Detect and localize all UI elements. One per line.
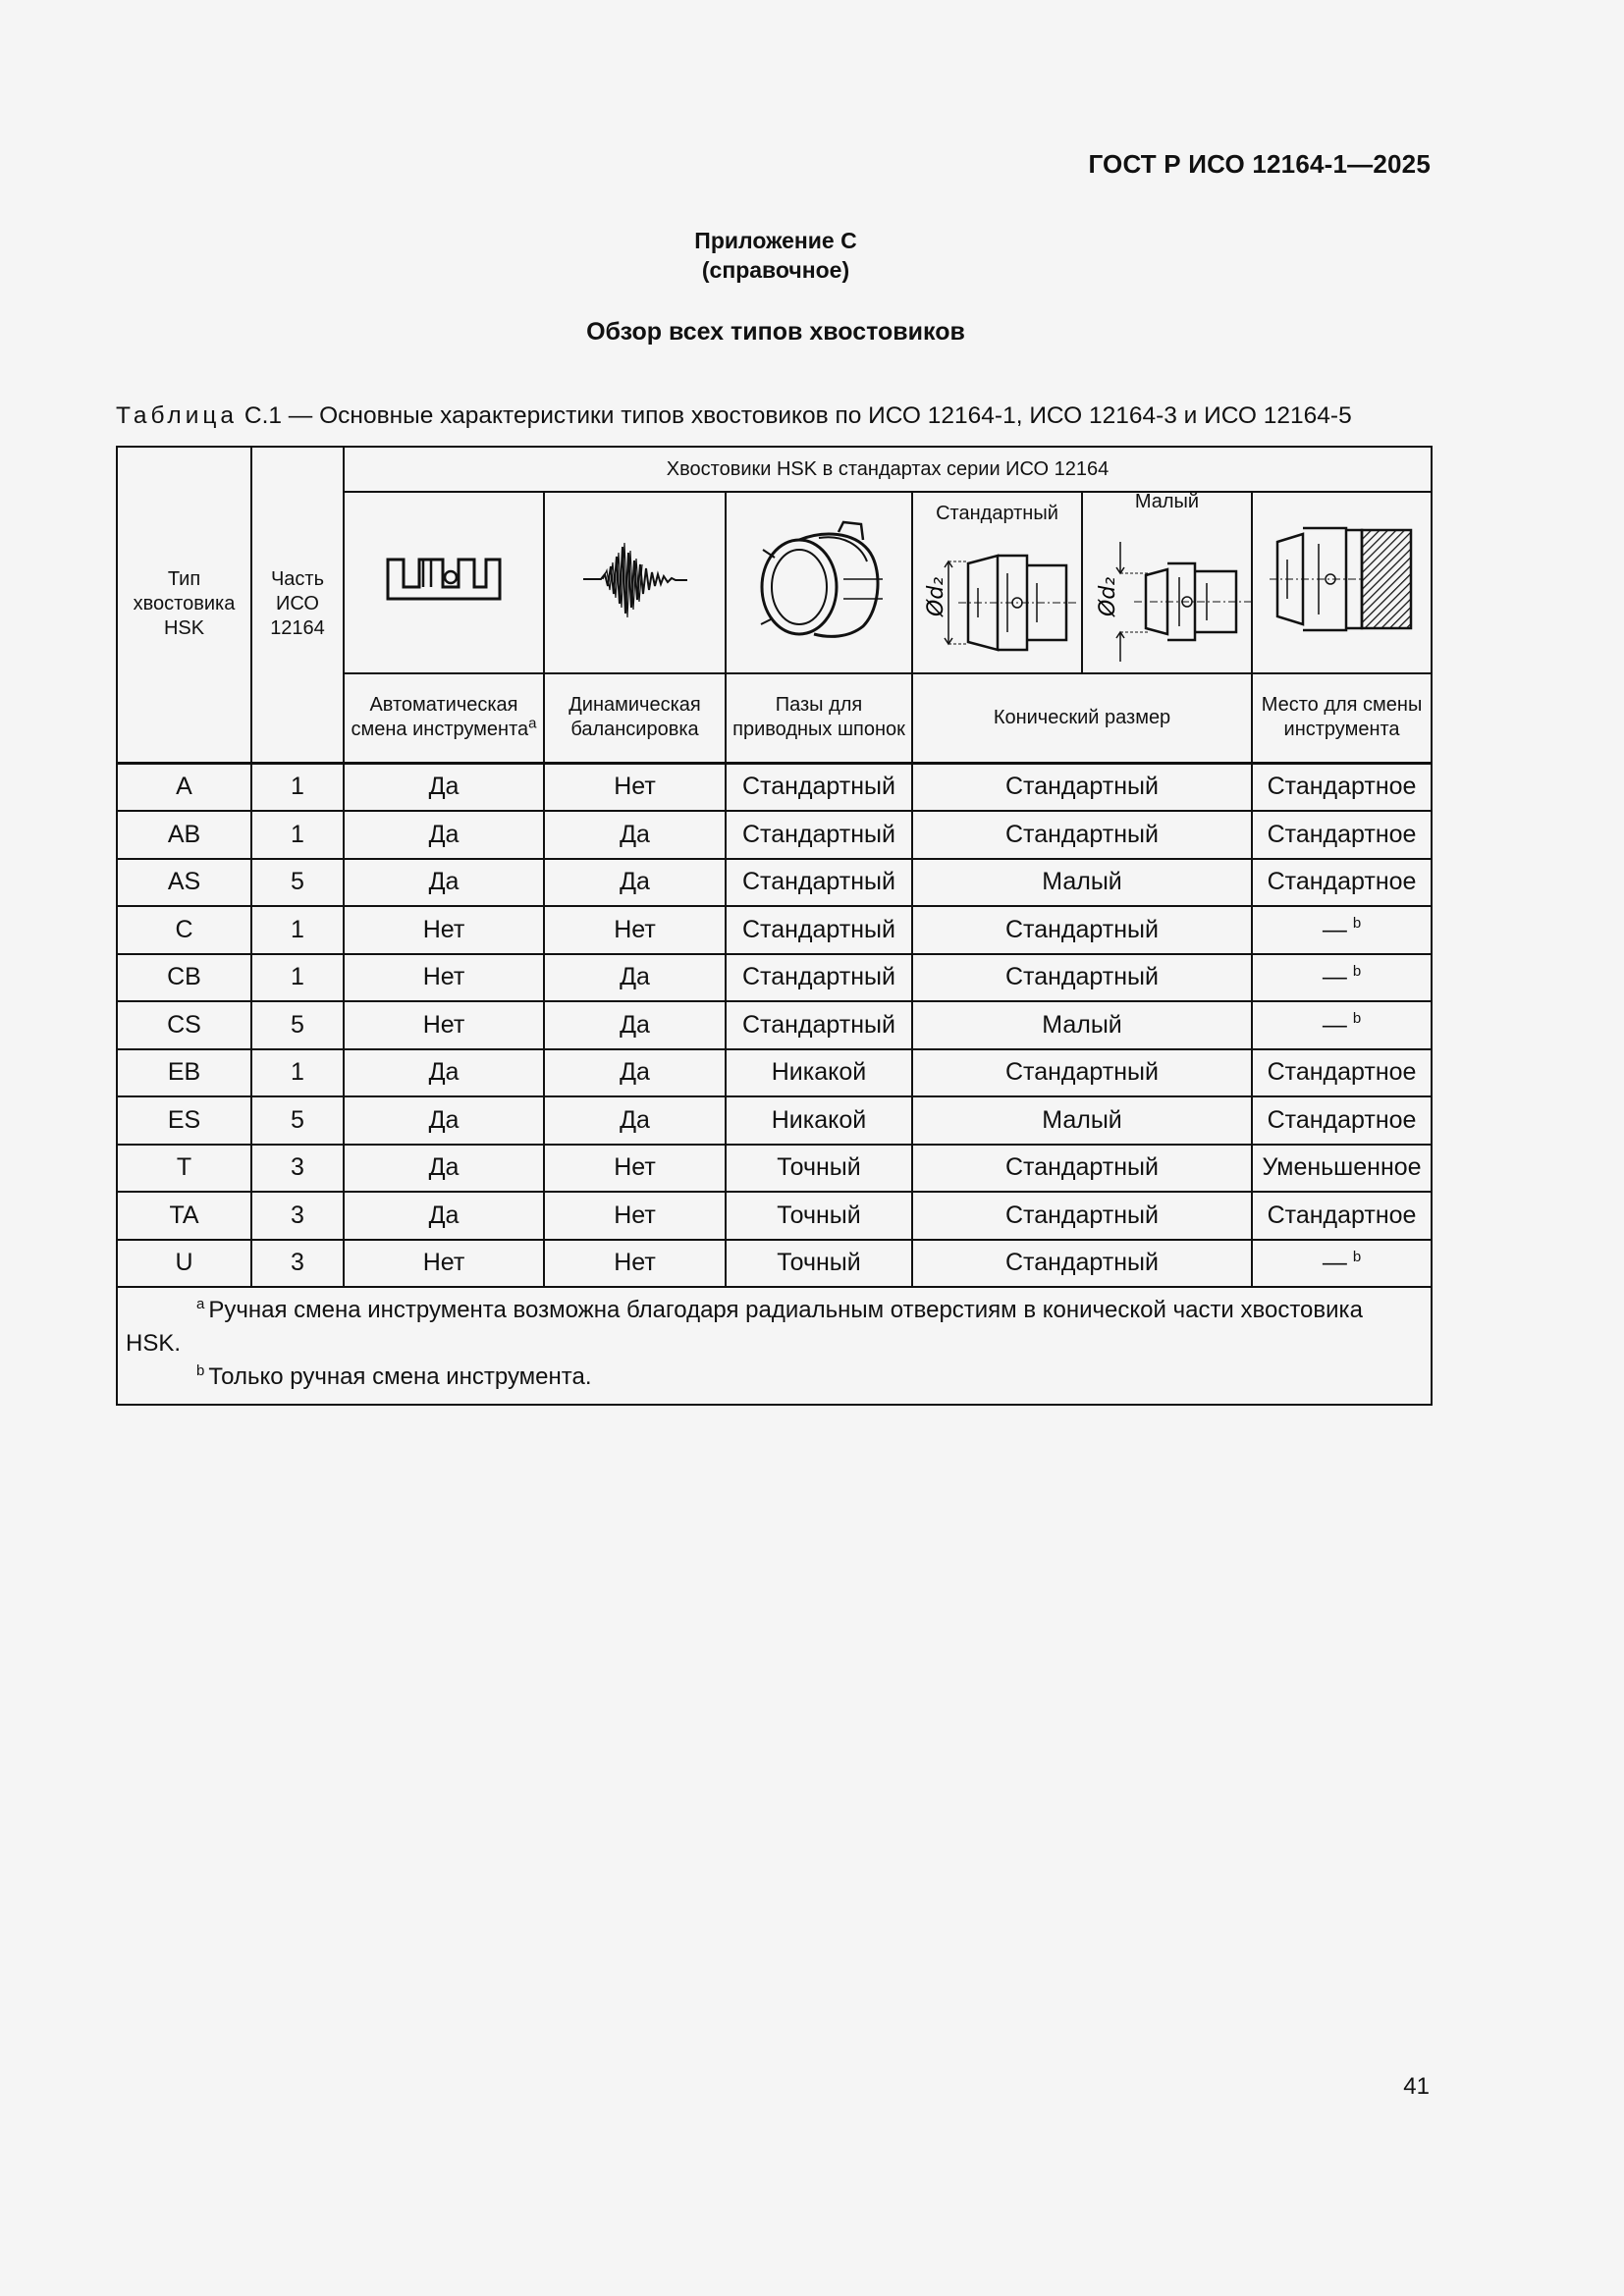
cell-change-location bbox=[1252, 859, 1432, 907]
cell-taper-size: Малый bbox=[912, 1096, 1252, 1145]
figure-taper-small bbox=[1083, 493, 1251, 672]
cell-change-location bbox=[1252, 1192, 1432, 1240]
footnote-mark: b bbox=[196, 1362, 205, 1379]
cell-iso-part: 1 bbox=[251, 906, 344, 954]
cell-taper-size: Стандартный bbox=[912, 1240, 1252, 1288]
cell-change-location bbox=[1252, 954, 1432, 1002]
cell-taper-size: Малый bbox=[912, 859, 1252, 907]
cell-dynamic-balance: Да bbox=[544, 954, 726, 1002]
cell-dynamic-balance: Нет bbox=[544, 906, 726, 954]
change-location-shank-icon bbox=[1264, 520, 1421, 638]
table-row bbox=[117, 811, 1432, 859]
dim-label-small: Ød₂ bbox=[1096, 576, 1120, 616]
cell-shank-type: U bbox=[117, 1240, 251, 1288]
cell-shank-type: ES bbox=[117, 1096, 251, 1145]
table-row bbox=[117, 763, 1432, 811]
cell-change-location-text: Стандартное bbox=[1267, 1058, 1417, 1087]
cell-shank-type: A bbox=[117, 763, 251, 811]
cell-auto-change: Нет bbox=[344, 1001, 544, 1049]
vibration-signal-icon bbox=[581, 535, 689, 623]
cell-change-location-text: — bbox=[1322, 1010, 1347, 1039]
figure-balancing bbox=[544, 492, 726, 673]
footnote-text: Ручная смена инструмента возможна благодаря радиальным отверстиям в конической части хвостовика HSK. bbox=[126, 1297, 1363, 1357]
cell-auto-change: Да bbox=[344, 1192, 544, 1240]
drive-slot-shank-icon bbox=[745, 510, 893, 648]
table-row bbox=[117, 1096, 1432, 1145]
cell-iso-part: 5 bbox=[251, 1001, 344, 1049]
cell-change-location bbox=[1252, 1096, 1432, 1145]
table-row bbox=[117, 1001, 1432, 1049]
table-row bbox=[117, 1240, 1432, 1288]
label-small: Малый bbox=[1134, 492, 1200, 512]
footnote-text: Только ручная смена инструмента. bbox=[208, 1363, 592, 1390]
cell-shank-type: CS bbox=[117, 1001, 251, 1049]
cell-change-location-text: — bbox=[1322, 915, 1347, 943]
figure-drive-slots bbox=[726, 492, 912, 673]
cell-taper-size: Стандартный bbox=[912, 1049, 1252, 1097]
cell-iso-part: 1 bbox=[251, 811, 344, 859]
table-row bbox=[117, 906, 1432, 954]
cell-change-location bbox=[1252, 763, 1432, 811]
cell-shank-type: EB bbox=[117, 1049, 251, 1097]
cell-change-location bbox=[1252, 906, 1432, 954]
cell-iso-part: 1 bbox=[251, 763, 344, 811]
annex-title: Приложение С bbox=[694, 228, 857, 253]
cell-change-location bbox=[1252, 1049, 1432, 1097]
figure-auto-change bbox=[344, 492, 544, 673]
table-caption bbox=[116, 402, 1352, 430]
header-dynamic-balance: Динамическая балансировка bbox=[544, 673, 726, 763]
standard-id: ГОСТ Р ИСО 12164-1—2025 bbox=[1088, 149, 1431, 179]
figure-taper-standard bbox=[913, 493, 1083, 672]
cell-change-location-text: — bbox=[1322, 1249, 1347, 1277]
cell-taper-size: Стандартный bbox=[912, 1192, 1252, 1240]
cell-auto-change: Да bbox=[344, 859, 544, 907]
footnote-ref-b: b bbox=[1352, 1010, 1362, 1028]
cell-shank-type: AS bbox=[117, 859, 251, 907]
header-iso-part: Часть ИСО 12164 bbox=[251, 447, 344, 763]
cell-dynamic-balance: Нет bbox=[544, 763, 726, 811]
cell-change-location bbox=[1252, 1145, 1432, 1193]
cell-drive-slots: Никакой bbox=[726, 1049, 912, 1097]
footnote-mark: a bbox=[196, 1296, 205, 1312]
cell-dynamic-balance: Да bbox=[544, 1096, 726, 1145]
cell-iso-part: 1 bbox=[251, 954, 344, 1002]
cell-auto-change: Да bbox=[344, 811, 544, 859]
cell-change-location-text: Стандартное bbox=[1267, 820, 1417, 848]
cell-change-location-text: Стандартное bbox=[1267, 1201, 1417, 1229]
table-row bbox=[117, 1049, 1432, 1097]
cell-drive-slots: Стандартный bbox=[726, 906, 912, 954]
footnote-ref-b: b bbox=[1352, 1248, 1362, 1265]
cell-change-location bbox=[1252, 1240, 1432, 1288]
cell-drive-slots: Точный bbox=[726, 1240, 912, 1288]
cell-change-location bbox=[1252, 811, 1432, 859]
cell-shank-type: TA bbox=[117, 1192, 251, 1240]
table-row bbox=[117, 859, 1432, 907]
cell-dynamic-balance: Да bbox=[544, 1001, 726, 1049]
table-row bbox=[117, 1192, 1432, 1240]
cell-drive-slots: Стандартный bbox=[726, 859, 912, 907]
cell-change-location-text: Стандартное bbox=[1267, 773, 1417, 801]
cell-shank-type: T bbox=[117, 1145, 251, 1193]
cell-iso-part: 3 bbox=[251, 1192, 344, 1240]
taper-standard-icon bbox=[919, 544, 1096, 662]
header-auto-change bbox=[344, 673, 544, 763]
cell-auto-change: Да bbox=[344, 1145, 544, 1193]
cell-auto-change: Нет bbox=[344, 954, 544, 1002]
cell-drive-slots: Никакой bbox=[726, 1096, 912, 1145]
cell-auto-change: Нет bbox=[344, 1240, 544, 1288]
cell-change-location-text: Стандартное bbox=[1267, 868, 1417, 896]
header-shank-type: Тип хвостовика HSK bbox=[117, 447, 251, 763]
cell-dynamic-balance: Да bbox=[544, 859, 726, 907]
figure-change-location bbox=[1252, 492, 1432, 673]
cell-change-location-text: Стандартное bbox=[1267, 1105, 1417, 1134]
cell-change-location bbox=[1252, 1001, 1432, 1049]
cell-taper-size: Стандартный bbox=[912, 1145, 1252, 1193]
cell-drive-slots: Точный bbox=[726, 1145, 912, 1193]
cell-iso-part: 5 bbox=[251, 1096, 344, 1145]
cell-dynamic-balance: Нет bbox=[544, 1145, 726, 1193]
footnote-a bbox=[126, 1294, 1423, 1361]
footnotes-row bbox=[117, 1287, 1432, 1405]
cell-auto-change: Да bbox=[344, 1096, 544, 1145]
table-caption-text: С.1 — Основные характеристики типов хвостовиков по ИСО 12164-1, ИСО 12164-3 и ИСО 12164-5 bbox=[244, 402, 1352, 429]
footnote-ref-b: b bbox=[1352, 962, 1362, 980]
cell-iso-part: 5 bbox=[251, 859, 344, 907]
shank-types-table bbox=[116, 446, 1433, 1406]
header-auto-change-text: Автоматическая смена инструмента bbox=[351, 694, 529, 741]
footnote-ref-a: a bbox=[528, 715, 537, 732]
cell-drive-slots: Стандартный bbox=[726, 954, 912, 1002]
cell-drive-slots: Точный bbox=[726, 1192, 912, 1240]
cell-shank-type: CB bbox=[117, 954, 251, 1002]
footnote-ref-b: b bbox=[1352, 915, 1362, 933]
cell-change-location-text: Уменьшенное bbox=[1262, 1153, 1422, 1182]
section-title: Обзор всех типов хвостовиков bbox=[586, 318, 965, 346]
figure-taper-size bbox=[912, 492, 1252, 673]
cell-dynamic-balance: Нет bbox=[544, 1240, 726, 1288]
cell-dynamic-balance: Нет bbox=[544, 1192, 726, 1240]
auto-change-slot-icon bbox=[380, 552, 508, 607]
table-row bbox=[117, 954, 1432, 1002]
cell-shank-type: AB bbox=[117, 811, 251, 859]
cell-dynamic-balance: Да bbox=[544, 1049, 726, 1097]
cell-drive-slots: Стандартный bbox=[726, 763, 912, 811]
cell-shank-type: C bbox=[117, 906, 251, 954]
cell-taper-size: Стандартный bbox=[912, 811, 1252, 859]
footnote-b bbox=[126, 1361, 1423, 1394]
table-caption-prefix: Таблица bbox=[116, 402, 239, 429]
header-taper-size: Конический размер bbox=[912, 673, 1252, 763]
page-number: 41 bbox=[1403, 2073, 1430, 2100]
annex-type: (справочное) bbox=[701, 257, 850, 283]
header-change-location: Место для смены инструмента bbox=[1252, 673, 1432, 763]
table-row bbox=[117, 1145, 1432, 1193]
cell-taper-size: Малый bbox=[912, 1001, 1252, 1049]
cell-taper-size: Стандартный bbox=[912, 763, 1252, 811]
cell-auto-change: Да bbox=[344, 763, 544, 811]
cell-drive-slots: Стандартный bbox=[726, 811, 912, 859]
cell-auto-change: Нет bbox=[344, 906, 544, 954]
cell-iso-part: 1 bbox=[251, 1049, 344, 1097]
header-drive-slots: Пазы для приводных шпонок bbox=[726, 673, 912, 763]
cell-change-location-text: — bbox=[1322, 963, 1347, 991]
annex-heading bbox=[0, 226, 1551, 285]
cell-dynamic-balance: Да bbox=[544, 811, 726, 859]
cell-iso-part: 3 bbox=[251, 1145, 344, 1193]
label-standard: Стандартный bbox=[936, 503, 1058, 524]
cell-taper-size: Стандартный bbox=[912, 954, 1252, 1002]
taper-small-icon bbox=[1089, 538, 1252, 666]
cell-taper-size: Стандартный bbox=[912, 906, 1252, 954]
cell-drive-slots: Стандартный bbox=[726, 1001, 912, 1049]
cell-iso-part: 3 bbox=[251, 1240, 344, 1288]
dim-label-standard: Ød₂ bbox=[924, 576, 948, 616]
cell-auto-change: Да bbox=[344, 1049, 544, 1097]
table-footnotes bbox=[117, 1287, 1432, 1405]
header-group: Хвостовики HSK в стандартах серии ИСО 12164 bbox=[344, 447, 1432, 492]
